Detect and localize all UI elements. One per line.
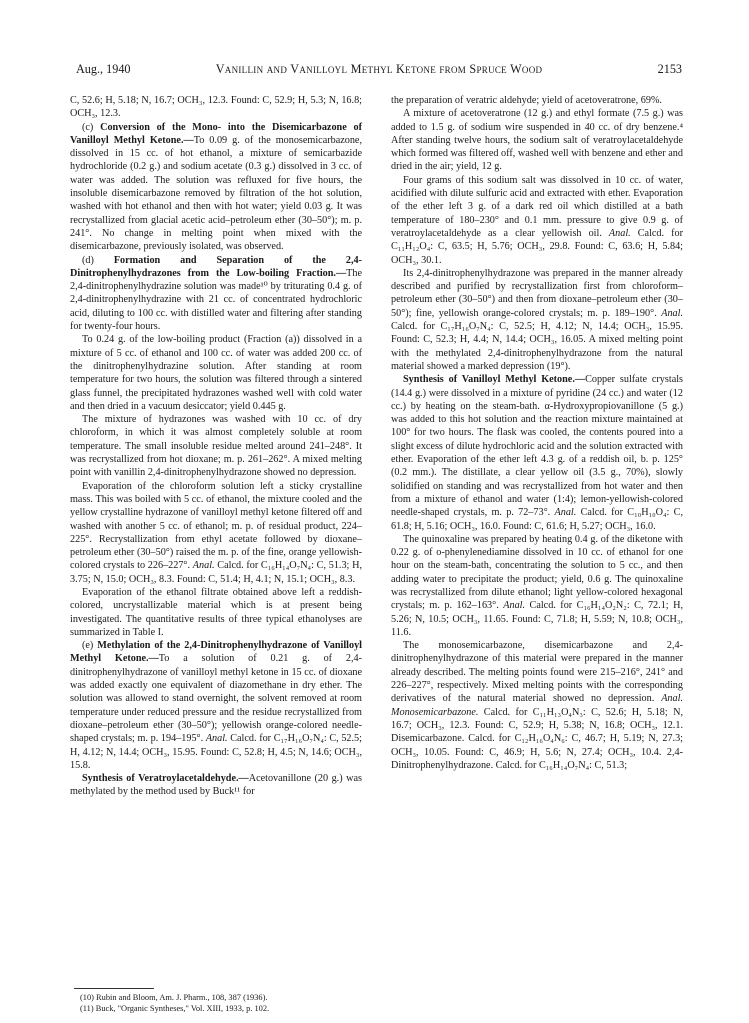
section-paragraph bbox=[70, 254, 362, 334]
continued-paragraph bbox=[391, 94, 683, 107]
body-paragraph bbox=[70, 413, 362, 479]
section-title: Conversion of the Mono- into the Disemicarbazone of Vanilloyl Methyl Ketone.— bbox=[70, 121, 362, 146]
analysis-label: Anal. bbox=[554, 507, 577, 519]
analysis-label: Anal. bbox=[608, 227, 631, 239]
section-title: Synthesis of Veratroylacetaldehyde.— bbox=[82, 773, 249, 785]
running-header bbox=[76, 62, 682, 80]
paragraph-text: The monosemicarbazone, disemicarbazone and 2,4-dinitrophenylhydrazone of this material were prepared in the manner already described. The melting points found were 215–216°, 241° and 226–227°, respectively. Mixed melting points with the corresponding derivatives of the natural material showed no depression. bbox=[391, 640, 683, 705]
paragraph-text: Evaporation of the chloroform solution left a sticky crystalline mass. This was boiled with 5 cc. of ethanol, the mixture cooled and the yellow crystalline hydrazone of vanilloyl methyl ketone filtered off and washed with another 5 cc. of ethanol; m. p. of residual product, 224–225°. Recrystallization from ethyl acetate followed by dioxane–petroleum ether (30–50°) raised the m. p. of the fine, orange yellowish-colored crystals to 226–227°. bbox=[70, 480, 362, 572]
section-label: (c) bbox=[82, 121, 94, 133]
body-paragraph bbox=[391, 107, 683, 173]
section-body: To 0.09 g. of the monosemicarbazone, dissolved in 15 cc. of hot ethanol, a mixture of semicarbazide hydrochloride (0.2 g.) and sodium acetate (0.3 g.) dissolved in 3 cc. of water was added. The solution was refluxed for five hours, the insoluble disemicarbazone removed by filtration of the hot solution, washed with hot ethanol and then with hot water; yield 0.03 g. It was recrystallized from glacial acetic acid–petroleum ether (30–50°); m. p. 241°. No change in melting point when mixed with the disemicarbazone, previously isolated, was observed. bbox=[70, 134, 363, 253]
footnotes bbox=[70, 988, 362, 1014]
section-paragraph bbox=[70, 121, 362, 254]
body-paragraph bbox=[391, 639, 683, 772]
footnote-11: (11) Buck, "Organic Syntheses," Vol. XIII, 1933, p. 102. bbox=[80, 1004, 270, 1013]
body-paragraph bbox=[70, 586, 362, 639]
section-body: The 2,4-dinitrophenylhydrazine solution was made¹⁰ by triturating 0.4 g. of 2,4-dinitrophenylhydrazine with 21 cc. of concentrated hydrochloric acid, diluting to 100 cc. with distilled water and filtering after standing for twenty-four hours. bbox=[70, 267, 362, 333]
analysis-values: Calcd. for C₁₇H₁₆O₇N₄: C, 52.5; H, 4.12; N, 14.4; OCH₃, 15.95. Found: C, 52.8; H, 4.5; N, 14.6; OCH₃, 15.8. bbox=[70, 733, 362, 771]
paragraph-text: C, 52.6; H, 5.18; N, 16.7; OCH₃, 12.3. Found: C, 52.9; H, 5.3; N, 16.8; OCH₃, 12.3. bbox=[70, 95, 362, 120]
analysis-label: Anal. Monosemicarbazone. bbox=[391, 693, 683, 718]
analysis-label: Anal. bbox=[661, 307, 684, 319]
analysis-values: Calcd. for C₁₇H₁₆O₇N₄: C, 52.5; H, 4.12; N, 14.4; OCH₃, 15.95. Found: C, 52.3; H, 4.4; N, 14.4; OCH₃, 16.05. A mixed melting point with the methylated 2,4-dinitrophenylhydrazone from the natural material showed a marked depression (19°). bbox=[391, 321, 683, 372]
paragraph-text: To 0.24 g. of the low-boiling product (Fraction (a)) dissolved in a mixture of 5 cc. of ethanol and 100 cc. of water was added 200 cc. of the dinitrophenylhydrazine solution. After standing at room temperature for two hours, the solution was filtered through a sintered glass funnel, the precipitated hydrazones washed well with cold water and then dried in a vacuum desiccator; yield 0.445 g. bbox=[70, 334, 362, 412]
analysis-values: Calcd. for C₁₁H₁₂O₄: C, 63.5; H, 5.76; OCH₃, 29.8. Found: C, 63.6; H, 5.84; OCH₃, 30.1. bbox=[391, 227, 683, 266]
analysis-values: Calcd. for C₁₁H₁₃O₄N₃: C, 52.6; H, 5.18; N, 16.7; OCH₃, 12.3. Found: C, 52.9; H, 5.38; N, 16.8; OCH₃, 12.1. Disemicarbazone. Calcd. for C₁₂H₁₆O₄N₆: C, 46.7; H, 5.19; N, 27.3; OCH₃, 10.05. Found: C, 46.9; H, 5.6; N, 27.4; OCH₃, 10.4. 2,4-Dinitrophenylhydrazone. Calcd. for C₁₆H₁₄O₇N₄: C, 51.3; bbox=[391, 706, 683, 771]
body-paragraph bbox=[391, 267, 683, 373]
paragraph-text: A mixture of acetoveratrone (12 g.) and ethyl formate (7.5 g.) was added to 1.5 g. of sodium wire suspended in 40 cc. of dry benzene.⁴ After standing twelve hours, the sodium salt of veratroylacetaldehyde which formed was filtered off, washed well with benzene and ether and dried in the air; yield, 12 g. bbox=[391, 108, 683, 173]
analysis-label: Anal. bbox=[192, 560, 215, 572]
section-paragraph bbox=[391, 373, 683, 533]
analysis-values: Calcd. for C₁₀H₁₀O₄: C, 61.8; H, 5.16; OCH₃, 16.0. Found: C, 61.6; H, 5.27; OCH₃, 16.0. bbox=[391, 507, 684, 532]
section-paragraph bbox=[70, 772, 362, 799]
section-paragraph bbox=[70, 639, 362, 772]
issue-date: Aug., 1940 bbox=[76, 62, 131, 76]
analysis-values: Calcd. for C₁₆H₁₄O₇N₄: C, 51.3; H, 3.75; N, 15.0; OCH₃, 8.3. Found: C, 51.4; H, 4.1; N, 15.1; OCH₃, 8.3. bbox=[70, 560, 363, 585]
analysis-label: Anal. bbox=[503, 600, 526, 612]
body-paragraph bbox=[391, 533, 683, 639]
section-body: Acetovanillone (20 g.) was methylated by the method used by Buck¹¹ for bbox=[70, 773, 362, 798]
paragraph-text: Four grams of this sodium salt was dissolved in 10 cc. of water, acidified with dilute sulfuric acid and extracted with ether. Evaporation of the ether left 3 g. of a dark red oil which distilled at a bath temperature of 180–230° and 0.1 mm. pressure to give 0.9 g. of veratroylacetaldehyde as a clear yellowish oil. bbox=[391, 174, 683, 239]
body-paragraph bbox=[391, 174, 683, 267]
analysis-label: Anal. bbox=[205, 733, 228, 745]
paragraph-text: The mixture of hydrazones was washed with 10 cc. of dry chloroform, in which it was almost completely soluble at room temperature. The small insoluble residue melted around 241–248°. It was recrystallized from hot dioxane; m. p. 261–262°. A mixed melting point with vanillin 2,4-dinitrophenylhydrazone showed no depression. bbox=[70, 414, 362, 479]
section-title: Methylation of the 2,4-Dinitrophenylhydrazone of Vanilloyl Methyl Ketone.— bbox=[70, 640, 362, 665]
paragraph-text: Evaporation of the ethanol filtrate obtained above left a reddish-colored, uncrystallizable material which is at present being investigated. The quantitative results of three typical ethanolyses are summarized in Table I. bbox=[70, 586, 362, 638]
footnote-10: (10) Rubin and Bloom, Am. J. Pharm., 108, 387 (1936). bbox=[80, 993, 268, 1002]
right-column bbox=[391, 94, 683, 772]
analysis-values: Calcd. for C₁₆H₁₄O₂N₂: C, 72.1; H, 5.26; N, 10.5; OCH₃, 11.65. Found: C, 71.8; H, 5.59; N, 10.8; OCH₃, 11.6. bbox=[391, 600, 683, 638]
paragraph-text: the preparation of veratric aldehyde; yield of acetoveratrone, 69%. bbox=[391, 95, 662, 106]
running-title: Vanillin and Vanilloyl Methyl Ketone from Spruce Wood bbox=[215, 62, 543, 76]
body-paragraph bbox=[70, 480, 362, 586]
body-paragraph bbox=[70, 333, 362, 413]
continued-paragraph bbox=[70, 94, 362, 121]
section-title: Synthesis of Vanilloyl Methyl Ketone.— bbox=[403, 374, 586, 386]
section-label: (e) bbox=[82, 640, 94, 652]
section-body: Copper sulfate crystals (14.4 g.) were dissolved in a mixture of pyridine (24 cc.) and water (12 cc.) by heating on the steam-bath. α-Hydroxypropiovanillone (5 g.) was added to this hot solution and the reaction mixture maintained at 100° for two hours. The flask was cooled, the contents poured into a slight excess of dilute hydrochloric acid and the solution extracted with ether. Evaporation of the ether left 4.3 g. of a reddish oil, b. p. 125° (0.2 mm.). The distillate, a clear yellow oil (3.5 g., 70%), slowly solidified on standing and was recrystallized from hot water and then from a mixture of ethanol and water (1:4); lemon-yellowish-colored needle-shaped crystals, m. p. 72–73°. bbox=[391, 374, 684, 519]
section-body: To a solution of 0.21 g. of 2,4-dinitrophenylhydrazone of vanilloyl methyl ketone in 15 cc. of dioxane was added exactly one equivalent of diazomethane in dry ether. The solution was allowed to stand overnight, the solvent removed at room temperature under reduced pressure and the residue recrystallized from dioxane–petroleum ether (30–50°); yellowish orange-colored needle-shaped crystals; m. p. 194–195°. bbox=[70, 653, 362, 745]
footnote-rule bbox=[74, 988, 154, 989]
left-column bbox=[70, 94, 362, 799]
paragraph-text: Its 2,4-dinitrophenylhydrazone was prepared in the manner already described and purified by recrystallization first from chloroform–petroleum ether (30–50°) and then from dioxane–petroleum ether (30–50°); fine, yellowish orange-colored crystals; m. p. 189–190°. bbox=[391, 267, 683, 319]
paragraph-text: The quinoxaline was prepared by heating 0.4 g. of the diketone with 0.22 g. of o-phenylenediamine dissolved in 10 cc. of ethanol for one hour on the steam-bath, concentrating the solution to 5 cc., and then adding water to precipitate the product; yield, 0.6 g. The quinoxaline was recrystallized from dilute ethanol; light yellow-colored hexagonal crystals; m. p. 162–163°. bbox=[391, 533, 683, 612]
section-title: Formation and Separation of the 2,4-Dinitrophenylhydrazones from the Low-boiling Fraction.— bbox=[70, 254, 362, 279]
section-label: (d) bbox=[82, 254, 94, 266]
page-number: 2153 bbox=[657, 62, 682, 76]
